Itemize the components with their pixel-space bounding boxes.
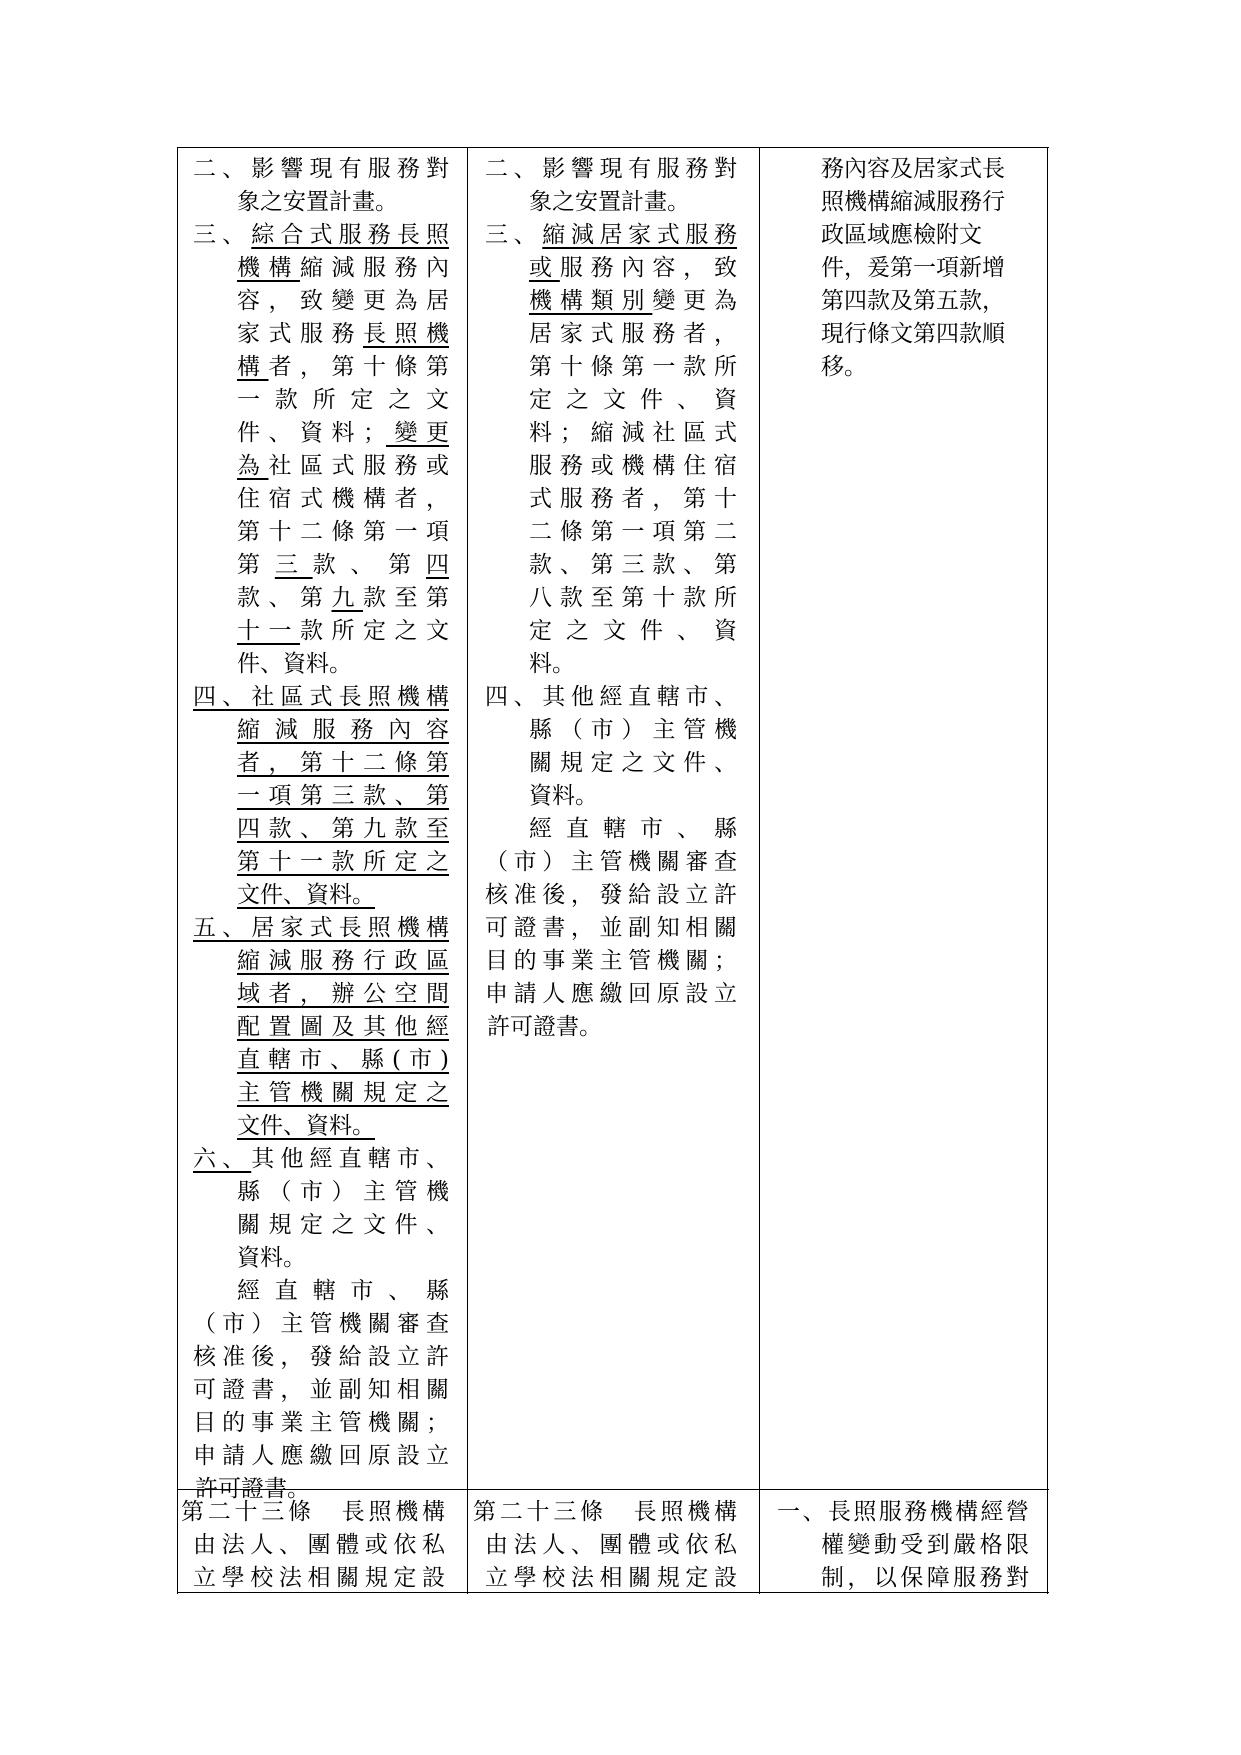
text-segment: 可證書，並副知相關 [485, 915, 737, 941]
text-segment: 核准後，發給設立許 [485, 882, 737, 908]
cell-text-line [821, 1529, 1029, 1562]
text-segment: 縣（市）主管機 [237, 1179, 449, 1205]
cell-text-line [193, 1341, 449, 1374]
amended-text-underlined: 六、 [193, 1146, 252, 1172]
cell-text-line [237, 450, 449, 483]
amended-text-underlined: 文件、資料。 [237, 882, 375, 908]
text-segment: 立學校法相關規定設 [193, 1565, 445, 1591]
text-segment: 關規定之文件、 [529, 750, 737, 776]
text-segment: 照機構縮減服務行 [821, 189, 1005, 215]
cell-text-line [821, 318, 1011, 351]
cell-text-line [237, 1077, 449, 1110]
cell-text-line [237, 285, 449, 318]
cell-text-line [237, 1044, 449, 1077]
text-segment: 家式服務 [237, 321, 363, 347]
text-segment: 四、其他經直轄市、 [485, 684, 737, 710]
text-segment: 款所定之文 [300, 618, 449, 644]
cell-text-line [529, 582, 737, 615]
cell-text-line [485, 153, 737, 186]
text-segment: 關規定之文件、 [237, 1212, 449, 1238]
cell-text-line [529, 813, 737, 846]
text-segment: 二、影響現有服務對 [193, 156, 449, 182]
cell-text-line [529, 714, 737, 747]
text-segment: 權變動受到嚴格限 [821, 1532, 1029, 1558]
cell-text-line [193, 1529, 445, 1562]
text-segment: 件，爰第一項新增 [821, 255, 1005, 281]
cell-text-line [485, 1529, 737, 1562]
text-segment: 定之文件、資 [529, 618, 737, 644]
cell-text-line [821, 1562, 1029, 1595]
text-segment: 資料。 [529, 783, 598, 809]
text-segment: 務內容及居家式長 [821, 156, 1005, 182]
text-segment: 第二十三條 長照機構 [181, 1499, 445, 1525]
amended-text-underlined: 三 [274, 552, 313, 578]
text-segment: （市）主管機關審查 [193, 1311, 449, 1337]
cell-text-line [237, 978, 449, 1011]
cell-text-line [821, 153, 1011, 186]
cell-text-line [237, 879, 449, 912]
cell-text-line [193, 153, 449, 186]
text-segment: 申請人應繳回原設立 [485, 981, 737, 1007]
table-top-border [177, 147, 1049, 148]
text-segment: 許可證書。 [487, 1014, 602, 1040]
cell-text-line [237, 945, 449, 978]
text-segment: 第四款及第五款， [821, 288, 1005, 314]
cell-text-line [485, 978, 737, 1011]
amended-text-underlined: 域者，辦公空間 [237, 981, 449, 1007]
amended-text-underlined: 機構類別 [529, 288, 653, 314]
text-segment: 第十二條第一項 [237, 519, 449, 545]
text-segment: 件、資料。 [237, 651, 352, 677]
text-segment: 象之安置計畫。 [237, 189, 398, 215]
cell-text-line [193, 1407, 449, 1440]
amended-text-underlined: 長照機 [363, 321, 449, 347]
text-segment: 政區域應檢附文 [821, 222, 982, 248]
cell-text-line [237, 780, 449, 813]
text-segment: 縣（市）主管機 [529, 717, 737, 743]
text-segment: （市）主管機關審查 [485, 849, 737, 875]
amended-text-underlined: 四、社區式長照機構 [193, 684, 449, 710]
cell-text-line [237, 1242, 449, 1275]
text-segment: 經直轄市、縣 [529, 816, 737, 842]
text-segment: 現行條文第四款順 [821, 321, 1005, 347]
cell-text-line [529, 483, 737, 516]
amended-text-underlined: 四 [426, 552, 450, 578]
text-segment: 料。 [529, 651, 575, 677]
text-segment: 服務或機構住宿 [529, 453, 737, 479]
text-segment: 資料。 [237, 1245, 306, 1271]
amended-text-underlined: 或 [529, 255, 560, 281]
text-segment: 核准後，發給設立許 [193, 1344, 449, 1370]
cell-text-line [237, 1209, 449, 1242]
cell-text-line [529, 780, 737, 813]
text-segment: 制，以保障服務對 [821, 1565, 1029, 1591]
cell-text-line [821, 252, 1011, 285]
cell-text-line [529, 285, 737, 318]
text-segment: 其他經直轄市、 [251, 1146, 449, 1172]
text-segment: 經直轄市、縣 [237, 1278, 449, 1304]
cell-text-line [485, 912, 737, 945]
amended-text-underlined: 第十一款所定之 [237, 849, 449, 875]
cell-text-line [529, 516, 737, 549]
text-segment: 第十條第一款所 [529, 354, 737, 380]
amended-text-underlined: 機構 [237, 255, 300, 281]
column-divider-2 [759, 147, 760, 1594]
text-segment: 居家式服務者， [529, 321, 737, 347]
text-segment: 款至第 [363, 585, 449, 611]
cell-text-line [193, 1562, 445, 1595]
amended-text-underlined: 構 [237, 354, 269, 380]
text-segment: 者，第十條第 [268, 354, 449, 380]
cell-text-line [485, 945, 737, 978]
comparison-table [177, 147, 1049, 1594]
text-segment: 立學校法相關規定設 [485, 1565, 737, 1591]
cell-text-line [821, 219, 1011, 252]
text-segment: 可證書，並副知相關 [193, 1377, 449, 1403]
cell-text-line [237, 252, 449, 285]
amended-text-underlined: 縮減居家式服務 [542, 222, 737, 248]
amended-text-underlined: 縮減服務內容 [237, 717, 449, 743]
amended-text-underlined: 文件、資料。 [237, 1113, 375, 1139]
cell-text-line [193, 1143, 449, 1176]
text-segment: 許可證書。 [195, 1476, 310, 1502]
cell-text-line [485, 846, 737, 879]
amended-text-underlined: 縮減服務行政區 [237, 948, 449, 974]
cell-text-line [237, 582, 449, 615]
cell-text-line [529, 648, 737, 681]
cell-text-line [237, 186, 449, 219]
text-segment: 二條第一項第二 [529, 519, 737, 545]
text-segment: 象之安置計畫。 [529, 189, 690, 215]
amended-text-underlined: 四款、第九款至 [237, 816, 449, 842]
text-segment: 款、第 [237, 585, 332, 611]
text-segment: 由法人、團體或依私 [485, 1532, 737, 1558]
cell-text-line [181, 1496, 445, 1529]
cell-text-line [529, 615, 737, 648]
cell-text-line [529, 384, 737, 417]
text-segment: 移。 [821, 354, 867, 380]
cell-text-line [529, 186, 737, 219]
cell-text-line [237, 1011, 449, 1044]
cell-text-line [485, 879, 737, 912]
cell-text-line [529, 747, 737, 780]
cell-text-line [193, 912, 449, 945]
cell-text-line [193, 1374, 449, 1407]
cell-text-line [237, 846, 449, 879]
text-segment: 三、 [485, 222, 543, 248]
cell-text-line [193, 681, 449, 714]
cell-text-line [821, 186, 1011, 219]
cell-text-line [237, 417, 449, 450]
text-segment: 款、第 [312, 552, 427, 578]
cell-text-line [473, 1496, 737, 1529]
amended-text-underlined: 變更 [386, 420, 449, 446]
cell-text-line [237, 318, 449, 351]
cell-text-line [529, 351, 737, 384]
table-left-border [177, 147, 178, 1594]
text-segment: 件、資料； [237, 420, 386, 446]
cell-text-line [485, 681, 737, 714]
cell-text-line [237, 813, 449, 846]
cell-text-line [237, 351, 449, 384]
cell-text-line [237, 615, 449, 648]
amended-text-underlined: 十一 [237, 618, 300, 644]
amended-text-underlined: 為 [237, 453, 269, 479]
text-segment: 住宿式機構者， [237, 486, 449, 512]
text-segment: 變更為 [652, 288, 738, 314]
text-segment: 由法人、團體或依私 [193, 1532, 445, 1558]
cell-text-line [237, 483, 449, 516]
text-segment: 二、影響現有服務對 [485, 156, 737, 182]
cell-text-line [821, 351, 1011, 384]
cell-text-line [193, 1440, 449, 1473]
cell-text-line [237, 1110, 449, 1143]
text-segment: 目的事業主管機關； [193, 1410, 449, 1436]
text-segment: 申請人應繳回原設立 [193, 1443, 449, 1469]
amended-text-underlined: 九 [331, 585, 363, 611]
text-segment: 社區式服務或 [268, 453, 449, 479]
cell-text-line [487, 1011, 629, 1044]
text-segment: 容，致變更為居 [237, 288, 449, 314]
table-right-border [1047, 147, 1048, 1594]
text-segment: 服務內容，致 [559, 255, 738, 281]
cell-text-line [485, 219, 737, 252]
cell-text-line [529, 549, 737, 582]
amended-text-underlined: 主管機關規定之 [237, 1080, 449, 1106]
cell-text-line [485, 1562, 737, 1595]
amended-text-underlined: 綜合式服務長照 [251, 222, 449, 248]
cell-text-line [237, 549, 449, 582]
amended-text-underlined: 直轄市、縣(市) [237, 1047, 449, 1073]
text-segment: 一款所定之文 [237, 387, 449, 413]
column-divider-1 [467, 147, 468, 1594]
cell-text-line [821, 285, 1011, 318]
text-segment: 款、第三款、第 [529, 552, 737, 578]
text-segment: 第 [237, 552, 275, 578]
text-segment: 縮減服務內 [300, 255, 449, 281]
cell-text-line [237, 1275, 449, 1308]
cell-text-line [237, 648, 449, 681]
cell-text-line [237, 1176, 449, 1209]
cell-text-line [237, 747, 449, 780]
cell-text-line [529, 417, 737, 450]
text-segment: 一、長照服務機構經營 [777, 1499, 1029, 1525]
amended-text-underlined: 者，第十二條第 [237, 750, 449, 776]
amended-text-underlined: 五、居家式長照機構 [193, 915, 449, 941]
cell-text-line [529, 450, 737, 483]
cell-text-line [237, 384, 449, 417]
amended-text-underlined: 配置圖及其他經 [237, 1014, 449, 1040]
cell-text-line [237, 714, 449, 747]
cell-text-line [777, 1496, 1029, 1529]
text-segment: 目的事業主管機關； [485, 948, 737, 974]
text-segment: 定之文件、資 [529, 387, 737, 413]
cell-text-line [193, 219, 449, 252]
cell-text-line [193, 1308, 449, 1341]
cell-text-line [237, 516, 449, 549]
cell-text-line [529, 318, 737, 351]
amended-text-underlined: 一項第三款、第 [237, 783, 449, 809]
cell-text-line [529, 252, 737, 285]
text-segment: 八款至第十款所 [529, 585, 737, 611]
text-segment: 式服務者，第十 [529, 486, 737, 512]
text-segment: 三、 [193, 222, 252, 248]
text-segment: 第二十三條 長照機構 [473, 1499, 737, 1525]
text-segment: 料；縮減社區式 [529, 420, 737, 446]
